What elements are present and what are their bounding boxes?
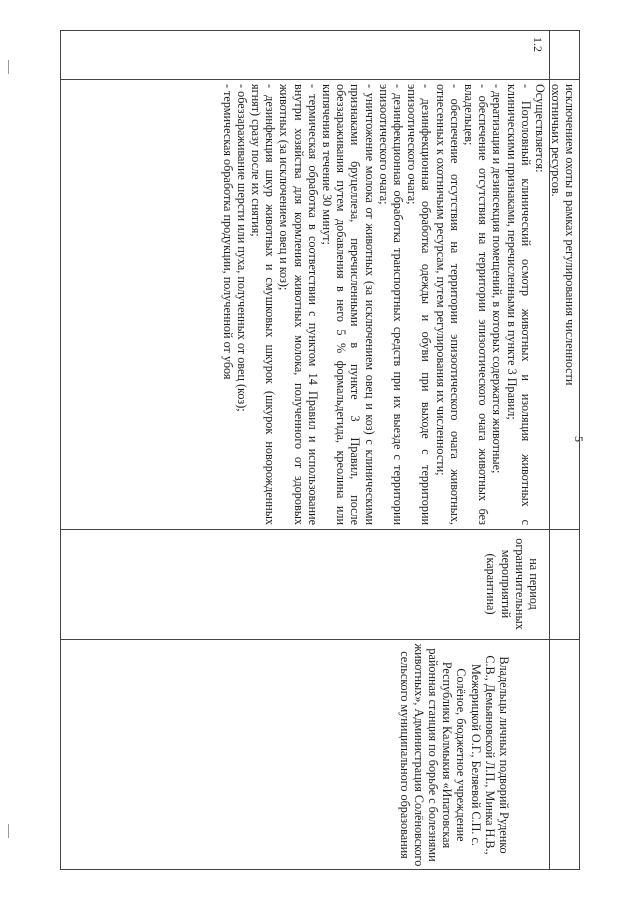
measure-item: - термическая обработка в соответствии с пунктом 14 Правил и использование внутри хозяйства для кормления животных молока, полученного от здоровых животных (за исключением овец и коз);	[277, 84, 320, 525]
scan-edge-mark	[8, 60, 9, 74]
measure-item: - термическая обработка продукции, полученной от убоя	[220, 84, 235, 380]
row-number: 1.2	[531, 37, 545, 52]
measure-item: - дезинфекционная обработка одежды и обуви при выходе с территории эпизоотического очага;	[405, 84, 434, 525]
measure-item: - обеспечение отсутствия на территории эпизоотического очага животных без владельцев;	[461, 84, 491, 525]
measure-item: - дезинфекционная обработка транспортных средств при их выезде с территории эпизоотического очага;	[376, 84, 405, 525]
period-cell: на период ограничительных мероприятий (карантина)	[484, 538, 541, 630]
continuation-text-cell	[550, 79, 579, 529]
continuation-line: исключением охоты в рамках регулирования численности	[563, 84, 577, 386]
measures-cell	[61, 79, 549, 529]
measure-item: - обеззараживание шерсти или пуха, полученных от овец (коз);	[234, 84, 249, 412]
column-divider	[550, 529, 579, 530]
measures-intro: Осуществляется:	[533, 84, 547, 173]
table-row-continuation	[550, 30, 580, 870]
measure-item: - уничтожение молока от животных (за исключением овец и коз) с клиническими признаками бруцеллеза, перечисленными в пункте 3 Правил, после обеззараживания путем добавления в него 5 % формальдегида, креолина или кипячения в течение 30 минут;	[319, 84, 377, 525]
continuation-line: охотничьих ресурсов.	[548, 84, 563, 197]
table-row	[60, 30, 550, 870]
column-divider	[550, 639, 579, 640]
document-table	[60, 30, 580, 870]
measure-item: - Поголовный клинический осмотр животных и изоляция животных с клиническими признаками, перечисленными в пункте 3 Правил;	[504, 84, 533, 525]
measure-item: - обеспечение отсутствия на территории эпизоотического очага животных, отнесенных к охотничьим ресурсам, путем регулирования их численности;	[433, 84, 462, 525]
responsible-cell: Владельцы личных подворий Руденко С.В., Демьяновской Л.П., Минка Н.В., Межерицкой О.Г., Беляевой С.П. с. Солёное, бюджетное учреждение Республики Калмыкия «Ипатовская районная станция по борьбе с болезнями животных», Администрация Солёновского сельского муниципального образования	[397, 643, 511, 867]
rotated-page	[60, 30, 580, 870]
measure-item: - дератизация и дезинсекция помещений, в которых содержатся животные;	[490, 84, 505, 474]
measure-item: - дезинфекция шкур животных и смушковых шкурок (шкурок новорожденных ягнят) сразу после их снятия;	[248, 84, 278, 525]
page-number: 5	[572, 436, 586, 442]
scan-edge-mark	[8, 824, 9, 838]
